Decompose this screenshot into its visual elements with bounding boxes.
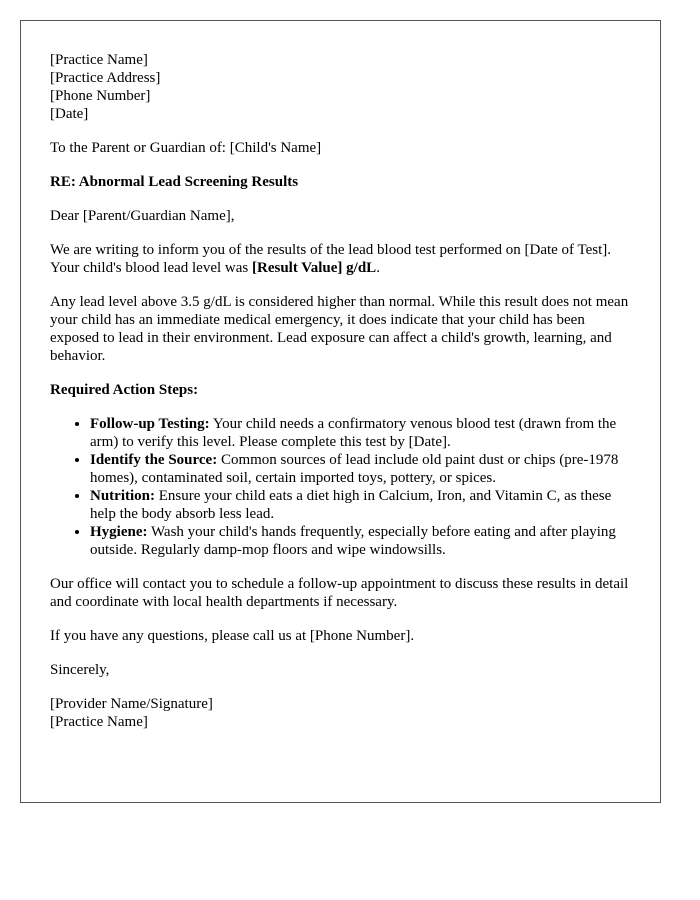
action-steps-heading: Required Action Steps: bbox=[50, 382, 199, 398]
practice-header bbox=[50, 51, 631, 123]
practice-phone: [Phone Number] bbox=[50, 88, 151, 104]
list-item bbox=[90, 487, 631, 523]
subject-line: RE: Abnormal Lead Screening Results bbox=[50, 174, 299, 190]
result-value: [Result Value] g/dL bbox=[252, 260, 377, 276]
questions-paragraph: If you have any questions, please call us at [Phone Number]. bbox=[50, 628, 415, 644]
explanation-paragraph: Any lead level above 3.5 g/dL is considered higher than normal. While this result does not mean your child has an immediate medical emergency, it does indicate that your child has been exposed to lead in their environment. Lead exposure can affect a child's growth, learning, and behavior. bbox=[50, 294, 629, 364]
action-title: Hygiene: bbox=[90, 524, 148, 540]
list-item bbox=[90, 451, 631, 487]
followup-paragraph: Our office will contact you to schedule a follow-up appointment to discuss these results in detail and coordinate with local health departments if necessary. bbox=[50, 576, 629, 610]
list-item bbox=[90, 523, 631, 559]
practice-address: [Practice Address] bbox=[50, 70, 161, 86]
signature-block bbox=[50, 695, 631, 731]
action-title: Nutrition: bbox=[90, 488, 155, 504]
action-text: Wash your child's hands frequently, especially before eating and after playing outside. Regularly damp-mop floors and wipe windowsills. bbox=[90, 524, 616, 558]
action-title: Follow-up Testing: bbox=[90, 416, 210, 432]
provider-signature: [Provider Name/Signature] bbox=[50, 696, 213, 712]
signature-practice-name: [Practice Name] bbox=[50, 714, 148, 730]
action-title: Identify the Source: bbox=[90, 452, 218, 468]
letter-page bbox=[20, 20, 661, 803]
intro-paragraph bbox=[50, 241, 631, 277]
intro-end: . bbox=[376, 260, 380, 276]
action-steps-list bbox=[50, 415, 631, 559]
recipient-line: To the Parent or Guardian of: [Child's Name] bbox=[50, 140, 322, 156]
letter-date: [Date] bbox=[50, 106, 89, 122]
action-text: Ensure your child eats a diet high in Calcium, Iron, and Vitamin C, as these help the body absorb less lead. bbox=[90, 488, 612, 522]
practice-name: [Practice Name] bbox=[50, 52, 148, 68]
action-text: Your child needs a confirmatory venous blood test (drawn from the arm) to verify this level. Please complete this test by [Date]. bbox=[90, 416, 617, 450]
intro-text: We are writing to inform you of the results of the lead blood test performed on [Date of Test]. Your child's blood lead level was bbox=[50, 242, 612, 276]
list-item bbox=[90, 415, 631, 451]
closing: Sincerely, bbox=[50, 662, 110, 678]
salutation: Dear [Parent/Guardian Name], bbox=[50, 208, 235, 224]
action-text: Common sources of lead include old paint dust or chips (pre-1978 homes), contaminated soil, certain imported toys, pottery, or spices. bbox=[90, 452, 619, 486]
